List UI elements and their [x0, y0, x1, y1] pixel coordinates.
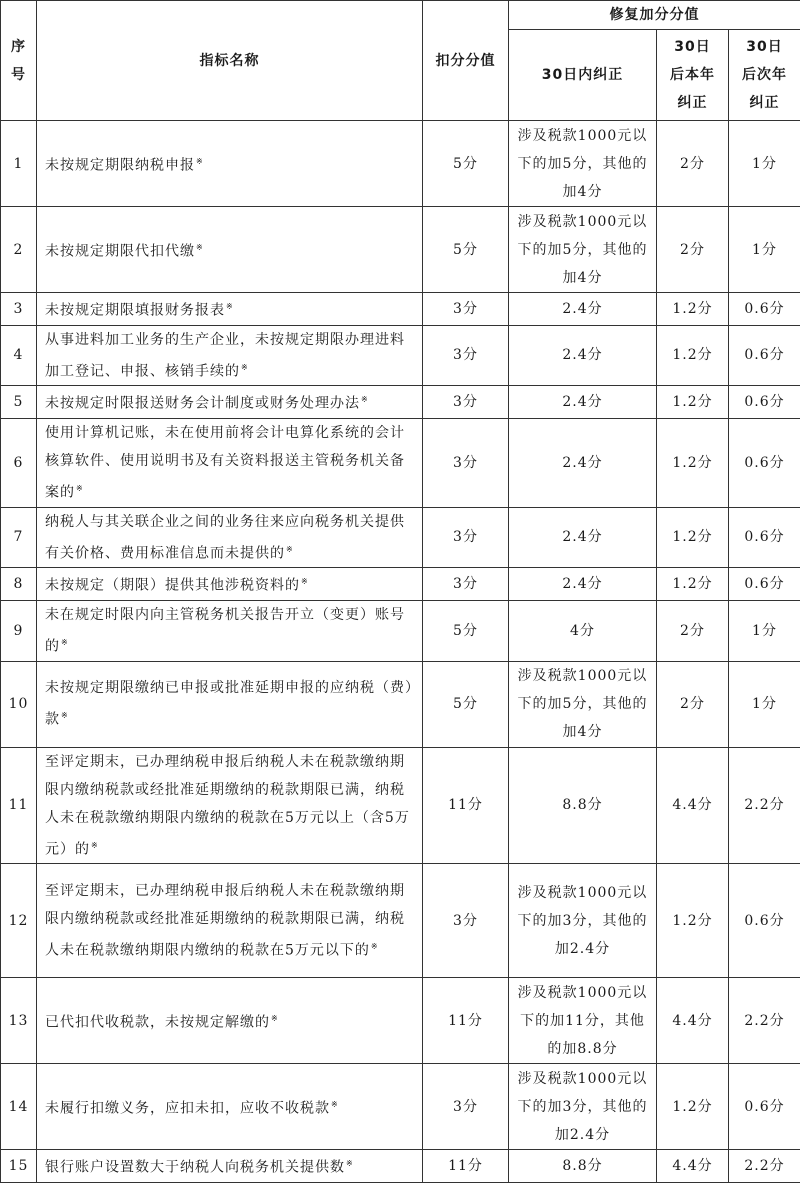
- note-mark: ※: [371, 942, 379, 951]
- deduct-value: 3分: [423, 325, 509, 386]
- deduct-value: 3分: [423, 507, 509, 568]
- indicator-name: 未按规定（期限）提供其他涉税资料的※: [37, 568, 423, 601]
- note-mark: ※: [61, 638, 69, 647]
- note-mark: ※: [241, 363, 249, 372]
- deduct-value: 3分: [423, 418, 509, 507]
- row-number: 11: [1, 747, 37, 864]
- table-row: [1, 121, 800, 207]
- row-number: 15: [1, 1150, 37, 1183]
- next-year-value: 0.6分: [729, 507, 800, 568]
- indicator-name: 至评定期末，已办理纳税申报后纳税人未在税款缴纳期限内缴纳税款或经批准延期缴纳的税款期限已满，纳税人未在税款缴纳期限内缴纳的税款在5万元以上（含5万元）的※: [37, 747, 423, 864]
- next-year-value: 1分: [729, 121, 800, 207]
- note-mark: ※: [361, 395, 369, 404]
- next-year-value: 1分: [729, 661, 800, 747]
- deduct-value: 3分: [423, 568, 509, 601]
- row-number: 14: [1, 1064, 37, 1150]
- within30-value: 涉及税款1000元以下的加5分，其他的加4分: [509, 121, 657, 207]
- within30-value: 4分: [509, 600, 657, 661]
- row-number: 7: [1, 507, 37, 568]
- note-mark: ※: [331, 1100, 339, 1109]
- deduct-value: 3分: [423, 1064, 509, 1150]
- deduct-value: 5分: [423, 121, 509, 207]
- within30-value: 涉及税款1000元以下的加3分，其他的加2.4分: [509, 864, 657, 978]
- next-year-value: 0.6分: [729, 864, 800, 978]
- this-year-value: 1.2分: [657, 568, 729, 601]
- header-repair-group: 修复加分分值: [509, 1, 800, 30]
- note-mark: ※: [196, 243, 204, 252]
- this-year-value: 2分: [657, 121, 729, 207]
- header-name: 指标名称: [37, 1, 423, 121]
- next-year-value: 2.2分: [729, 747, 800, 864]
- row-number: 3: [1, 293, 37, 326]
- header-deduct: 扣分分值: [423, 1, 509, 121]
- row-number: 4: [1, 325, 37, 386]
- this-year-value: 4.4分: [657, 978, 729, 1064]
- within30-value: 涉及税款1000元以下的加3分，其他的加2.4分: [509, 1064, 657, 1150]
- row-number: 10: [1, 661, 37, 747]
- deduct-value: 11分: [423, 978, 509, 1064]
- indicator-name: 未按规定期限缴纳已申报或批准延期申报的应纳税（费）款※: [37, 661, 423, 747]
- note-mark: ※: [76, 484, 84, 493]
- within30-value: 涉及税款1000元以下的加5分，其他的加4分: [509, 207, 657, 293]
- table-row: [1, 747, 800, 864]
- indicator-name: 纳税人与其关联企业之间的业务往来应向税务机关提供有关价格、费用标准信息而未提供的※: [37, 507, 423, 568]
- row-number: 1: [1, 121, 37, 207]
- indicator-name: 银行账户设置数大于纳税人向税务机关提供数※: [37, 1150, 423, 1183]
- indicator-name: 使用计算机记账，未在使用前将会计电算化系统的会计核算软件、使用说明书及有关资料报送主管税务机关备案的※: [37, 418, 423, 507]
- note-mark: ※: [196, 157, 204, 166]
- next-year-value: 1分: [729, 600, 800, 661]
- deduct-value: 5分: [423, 207, 509, 293]
- this-year-value: 2分: [657, 600, 729, 661]
- note-mark: ※: [226, 302, 234, 311]
- next-year-value: 1分: [729, 207, 800, 293]
- this-year-value: 1.2分: [657, 507, 729, 568]
- table-row: [1, 386, 800, 419]
- this-year-value: 2分: [657, 661, 729, 747]
- note-mark: ※: [91, 841, 99, 850]
- note-mark: ※: [286, 545, 294, 554]
- indicator-name: 从事进料加工业务的生产企业，未按规定期限办理进料加工登记、申报、核销手续的※: [37, 325, 423, 386]
- within30-value: 2.4分: [509, 507, 657, 568]
- row-number: 12: [1, 864, 37, 978]
- indicator-name: 已代扣代收税款，未按规定解缴的※: [37, 978, 423, 1064]
- deduct-value: 11分: [423, 747, 509, 864]
- this-year-value: 1.2分: [657, 418, 729, 507]
- note-mark: ※: [61, 711, 69, 720]
- row-number: 5: [1, 386, 37, 419]
- deduct-value: 11分: [423, 1150, 509, 1183]
- within30-value: 8.8分: [509, 1150, 657, 1183]
- table-row: [1, 1150, 800, 1183]
- deduct-value: 5分: [423, 600, 509, 661]
- within30-value: 2.4分: [509, 418, 657, 507]
- this-year-value: 1.2分: [657, 325, 729, 386]
- table-row: [1, 418, 800, 507]
- table-row: [1, 293, 800, 326]
- this-year-value: 1.2分: [657, 864, 729, 978]
- next-year-value: 0.6分: [729, 293, 800, 326]
- header-within30: 30日内纠正: [509, 30, 657, 121]
- indicator-name: 至评定期末，已办理纳税申报后纳税人未在税款缴纳期限内缴纳税款或经批准延期缴纳的税款期限已满，纳税人未在税款缴纳期限内缴纳的税款在5万元以下的※: [37, 864, 423, 978]
- within30-value: 2.4分: [509, 325, 657, 386]
- this-year-value: 4.4分: [657, 747, 729, 864]
- within30-value: 2.4分: [509, 293, 657, 326]
- note-mark: ※: [301, 577, 309, 586]
- indicator-name: 未按规定期限填报财务报表※: [37, 293, 423, 326]
- table-row: [1, 864, 800, 978]
- this-year-value: 1.2分: [657, 293, 729, 326]
- within30-value: 涉及税款1000元以下的加5分，其他的加4分: [509, 661, 657, 747]
- within30-value: 2.4分: [509, 568, 657, 601]
- this-year-value: 1.2分: [657, 1064, 729, 1150]
- row-number: 2: [1, 207, 37, 293]
- indicator-name: 未履行扣缴义务，应扣未扣，应收不收税款※: [37, 1064, 423, 1150]
- deduct-value: 3分: [423, 293, 509, 326]
- next-year-value: 2.2分: [729, 1150, 800, 1183]
- table-row: [1, 207, 800, 293]
- header-seq: 序号: [1, 1, 37, 121]
- row-number: 9: [1, 600, 37, 661]
- this-year-value: 1.2分: [657, 386, 729, 419]
- next-year-value: 0.6分: [729, 325, 800, 386]
- table-row: [1, 978, 800, 1064]
- indicator-name: 未在规定时限内向主管税务机关报告开立（变更）账号的※: [37, 600, 423, 661]
- deduct-value: 5分: [423, 661, 509, 747]
- within30-value: 2.4分: [509, 386, 657, 419]
- note-mark: ※: [271, 1014, 279, 1023]
- next-year-value: 0.6分: [729, 386, 800, 419]
- header-after30-next-year: 30日后次年纠正: [729, 30, 800, 121]
- next-year-value: 0.6分: [729, 568, 800, 601]
- next-year-value: 0.6分: [729, 1064, 800, 1150]
- table-body: [1, 121, 800, 1183]
- header-after30-this-year: 30日后本年纠正: [657, 30, 729, 121]
- table-row: [1, 507, 800, 568]
- row-number: 8: [1, 568, 37, 601]
- table-row: [1, 600, 800, 661]
- within30-value: 8.8分: [509, 747, 657, 864]
- next-year-value: 2.2分: [729, 978, 800, 1064]
- row-number: 6: [1, 418, 37, 507]
- deduct-value: 3分: [423, 386, 509, 419]
- within30-value: 涉及税款1000元以下的加11分，其他的加8.8分: [509, 978, 657, 1064]
- this-year-value: 4.4分: [657, 1150, 729, 1183]
- row-number: 13: [1, 978, 37, 1064]
- table-row: [1, 325, 800, 386]
- table-row: [1, 568, 800, 601]
- indicator-name: 未按规定时限报送财务会计制度或财务处理办法※: [37, 386, 423, 419]
- indicator-name: 未按规定期限纳税申报※: [37, 121, 423, 207]
- indicator-name: 未按规定期限代扣代缴※: [37, 207, 423, 293]
- table-row: [1, 661, 800, 747]
- deduct-value: 3分: [423, 864, 509, 978]
- this-year-value: 2分: [657, 207, 729, 293]
- next-year-value: 0.6分: [729, 418, 800, 507]
- table-row: [1, 1064, 800, 1150]
- note-mark: ※: [346, 1159, 354, 1168]
